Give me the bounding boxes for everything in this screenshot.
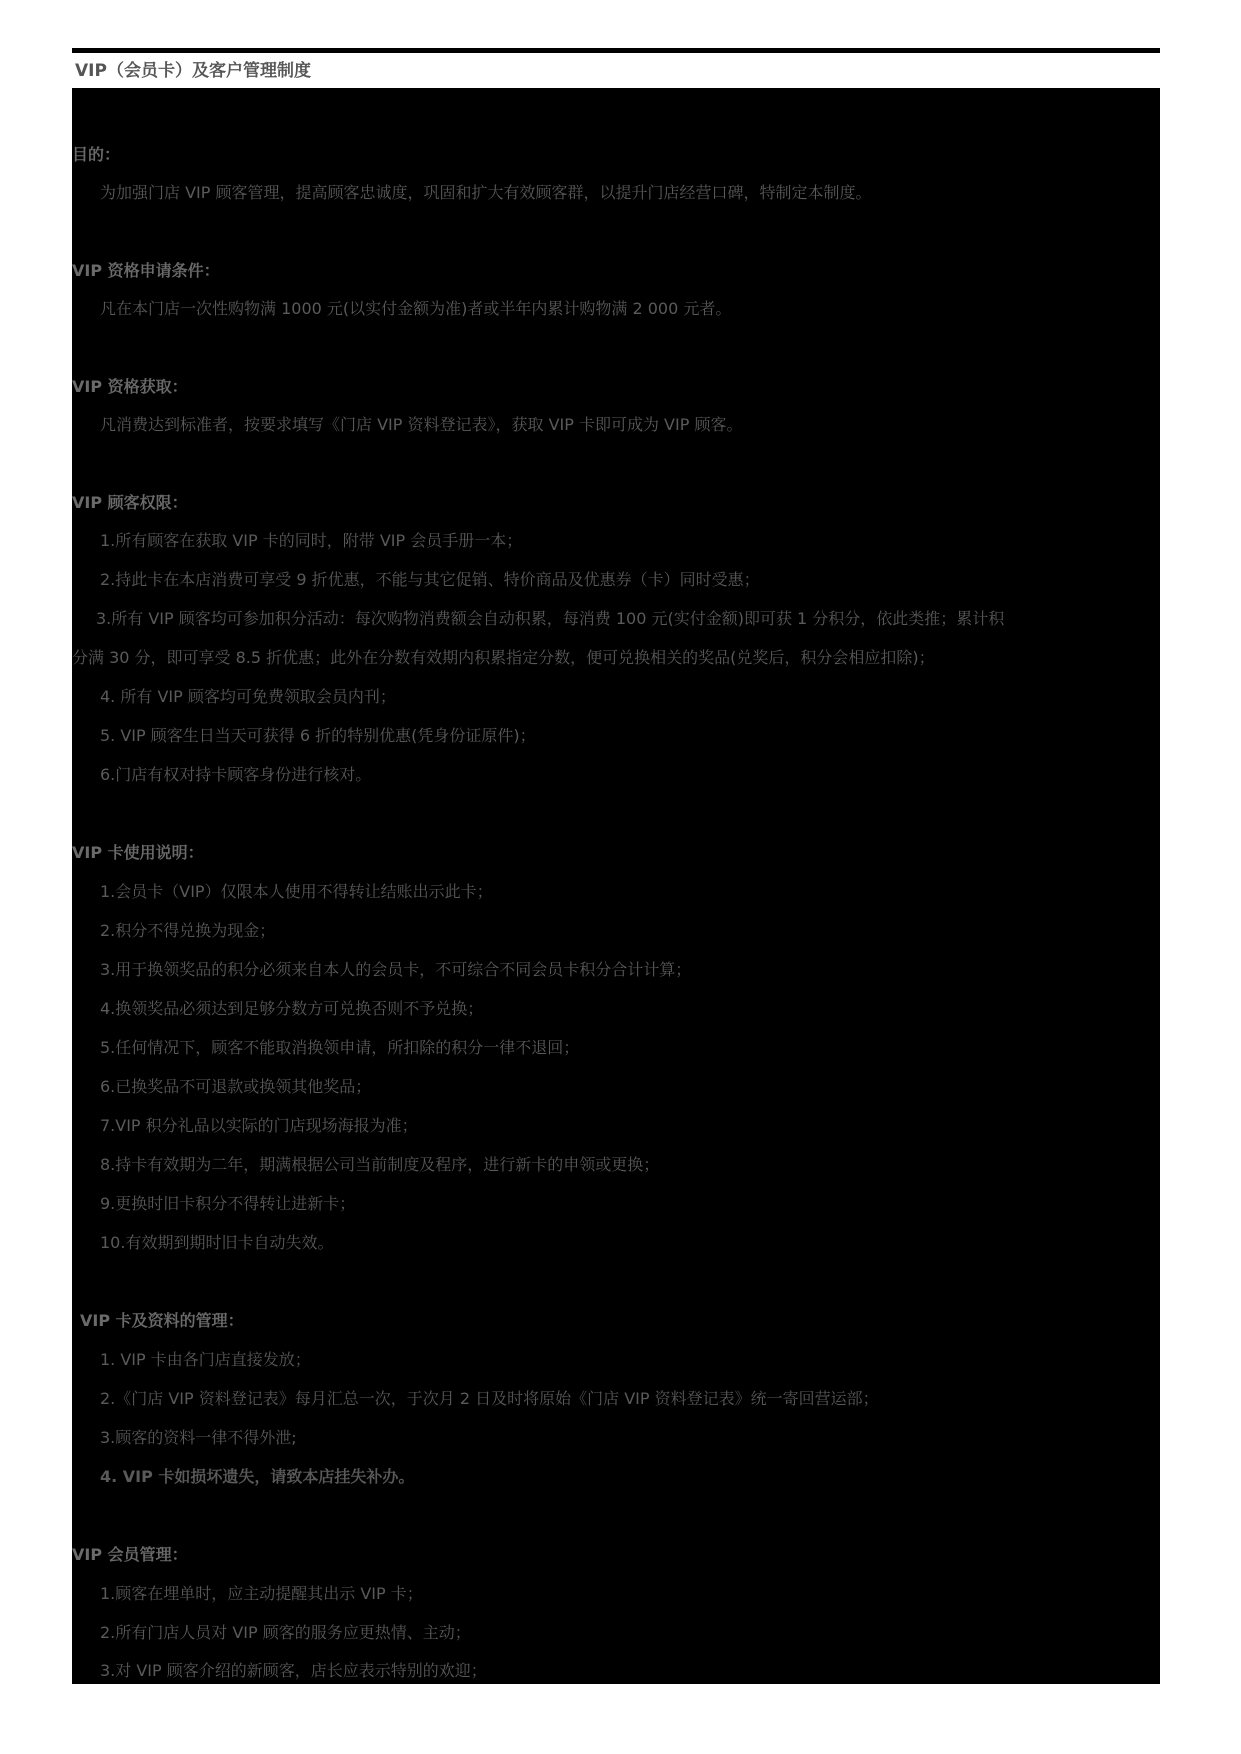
list-item: 4. VIP 卡如损坏遗失，请致本店挂失补办。 (100, 1467, 415, 1486)
section-heading-card-management: VIP 卡及资料的管理： (80, 1311, 244, 1330)
list-item: 1.会员卡（VIP）仅限本人使用不得转让结账出示此卡； (100, 882, 493, 901)
list-item: 5.任何情况下，顾客不能取消换领申请，所扣除的积分一律不退回； (100, 1038, 580, 1057)
list-item: 4.换领奖品必须达到足够分数方可兑换否则不予兑换； (100, 999, 484, 1018)
list-item: 3.顾客的资料一律不得外泄; (100, 1428, 297, 1447)
list-item: 1.所有顾客在获取 VIP 卡的同时，附带 VIP 会员手册一本； (100, 531, 523, 550)
section-line: 凡消费达到标准者，按要求填写《门店 VIP 资料登记表》，获取 VIP 卡即可成为 VIP 顾客。 (100, 415, 743, 434)
section-line: 凡在本门店一次性购物满 1000 元(以实付金额为准)者或半年内累计购物满 2 000 元者。 (100, 299, 732, 318)
list-item: 2.所有门店人员对 VIP 顾客的服务应更热情、主动； (100, 1623, 471, 1642)
list-item: 6.门店有权对持卡顾客身份进行核对。 (100, 765, 372, 784)
list-item: 9.更换时旧卡积分不得转让进新卡； (100, 1194, 356, 1213)
section-heading-eligibility: VIP 资格申请条件： (72, 261, 220, 280)
section-line: 为加强门店 VIP 顾客管理，提高顾客忠诚度，巩固和扩大有效顾客群，以提升门店经营口碑，特制定本制度。 (100, 183, 872, 202)
list-item: 2.《门店 VIP 资料登记表》每月汇总一次，于次月 2 日及时将原始《门店 VIP 资料登记表》统一寄回营运部； (100, 1389, 879, 1408)
list-item: 3.对 VIP 顾客介绍的新顾客，店长应表示特别的欢迎； (100, 1661, 487, 1680)
list-item: 8.持卡有效期为二年，期满根据公司当前制度及程序，进行新卡的申领或更换； (100, 1155, 660, 1174)
list-item: 7.VIP 积分礼品以实际的门店现场海报为准； (100, 1116, 418, 1135)
top-rule (72, 48, 1160, 53)
section-heading-acquisition: VIP 资格获取： (72, 377, 188, 396)
list-item: 3.用于换领奖品的积分必须来自本人的会员卡，不可综合不同会员卡积分合计计算； (100, 960, 692, 979)
list-item: 1.顾客在埋单时，应主动提醒其出示 VIP 卡； (100, 1584, 423, 1603)
section-heading-privileges: VIP 顾客权限： (72, 493, 188, 512)
document-body (72, 88, 1160, 1684)
list-item: 10.有效期到期时旧卡自动失效。 (100, 1233, 334, 1252)
list-item: 1. VIP 卡由各门店直接发放； (100, 1350, 311, 1369)
list-item: 4. 所有 VIP 顾客均可免费领取会员内刊； (100, 687, 396, 706)
section-heading-purpose: 目的： (72, 145, 121, 164)
list-item: 6.已换奖品不可退款或换领其他奖品； (100, 1077, 372, 1096)
list-item: 2.积分不得兑换为现金； (100, 921, 276, 940)
list-item: 3.所有 VIP 顾客均可参加积分活动：每次购物消费额会自动积累，每消费 100 元(实付金额)即可获 1 分积分，依此类推；累计积 (96, 609, 1005, 628)
list-item-continuation: 分满 30 分，即可享受 8.5 折优惠；此外在分数有效期内积累指定分数，便可兑换相关的奖品(兑奖后，积分会相应扣除)； (72, 648, 935, 667)
document-title: VIP（会员卡）及客户管理制度 (75, 61, 311, 81)
section-heading-card-usage: VIP 卡使用说明： (72, 843, 204, 862)
section-heading-member-management: VIP 会员管理： (72, 1545, 188, 1564)
list-item: 5. VIP 顾客生日当天可获得 6 折的特别优惠(凭身份证原件)； (100, 726, 536, 745)
list-item: 2.持此卡在本店消费可享受 9 折优惠，不能与其它促销、特价商品及优惠券（卡）同时受惠； (100, 570, 760, 589)
